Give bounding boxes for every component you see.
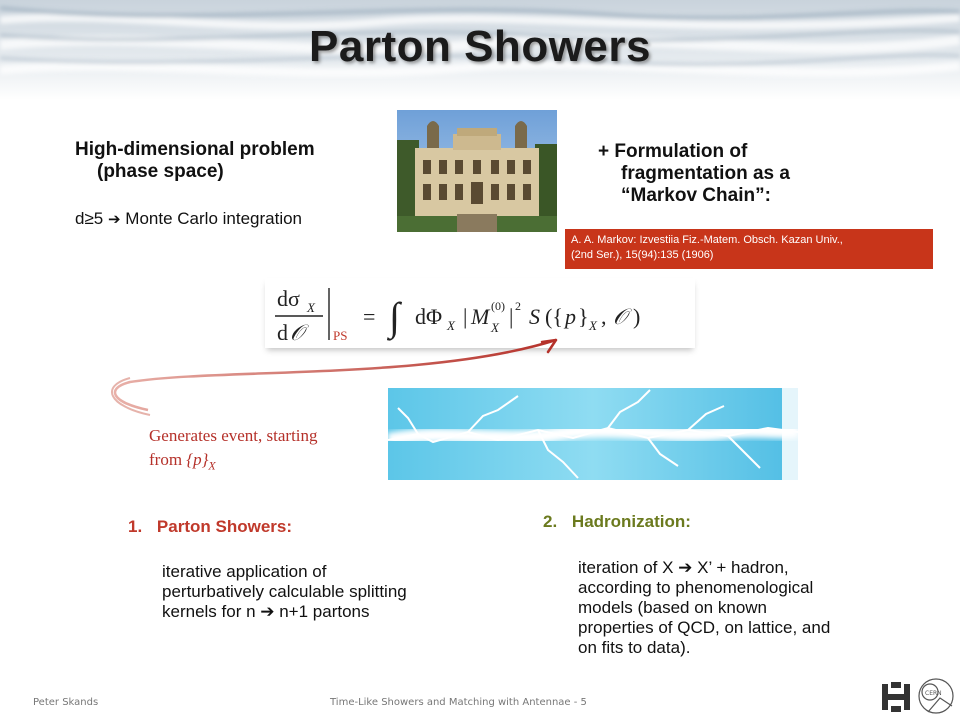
item2-body-line1: iteration of X ➔ X’ + hadron, bbox=[578, 558, 789, 577]
markov-reference bbox=[565, 229, 933, 269]
svg-text:d: d bbox=[277, 320, 288, 345]
cern-logo bbox=[916, 676, 956, 716]
svg-text:X: X bbox=[447, 318, 455, 333]
slide-title: Parton Showers bbox=[309, 22, 651, 71]
annotation-line1: Generates event, starting bbox=[149, 426, 318, 445]
item1-body-line3: kernels for n ➔ n+1 partons bbox=[162, 602, 370, 621]
svg-text:X: X bbox=[589, 318, 597, 333]
item2-body-line2: according to phenomenological bbox=[578, 578, 814, 597]
svg-text:|: | bbox=[463, 304, 468, 329]
right-heading-line3: “Markov Chain”: bbox=[621, 185, 771, 206]
svg-text:CERN: CERN bbox=[925, 690, 942, 697]
item2-body-line5: on fits to data). bbox=[578, 638, 691, 657]
svg-text:∫: ∫ bbox=[389, 294, 400, 339]
annotation-from: from bbox=[149, 450, 187, 469]
footer-title: Time-Like Showers and Matching with Antennae - 5 bbox=[330, 697, 587, 708]
right-heading-line2: fragmentation as a bbox=[621, 163, 790, 184]
svg-text:=: = bbox=[363, 304, 376, 329]
item1-number: 1. bbox=[128, 517, 143, 536]
item2-title: Hadronization: bbox=[571, 512, 691, 531]
item2-heading bbox=[543, 512, 691, 532]
fermilab-logo bbox=[878, 680, 914, 714]
svg-text:dσ: dσ bbox=[277, 286, 300, 311]
casino-photo bbox=[397, 110, 557, 232]
item2-body-line4: properties of QCD, on lattice, and bbox=[578, 618, 831, 637]
lightning-image bbox=[388, 388, 798, 480]
svg-text:dΦ: dΦ bbox=[415, 304, 443, 329]
svg-text:X: X bbox=[307, 300, 315, 315]
shower-formula bbox=[265, 278, 695, 348]
svg-text:,: , bbox=[601, 304, 607, 329]
svg-text:𝒪: 𝒪 bbox=[290, 320, 304, 345]
right-heading-line1: + Formulation of bbox=[598, 141, 748, 162]
right-arrow-icon: ➔ bbox=[107, 210, 121, 228]
formula-ps-label: PS bbox=[333, 328, 348, 343]
left-heading bbox=[75, 139, 315, 183]
right-heading bbox=[598, 141, 790, 207]
svg-text:(0): (0) bbox=[491, 299, 505, 313]
svg-text:𝒪: 𝒪 bbox=[613, 304, 627, 329]
svg-text:S: S bbox=[529, 304, 540, 329]
monte-carlo-text: Monte Carlo integration bbox=[125, 209, 303, 228]
annotation-math: {p} bbox=[186, 450, 209, 469]
generates-event-annotation bbox=[149, 424, 318, 477]
item2-body bbox=[578, 558, 830, 658]
annotation-line2 bbox=[149, 448, 318, 477]
item2-body-line3: models (based on known bbox=[578, 598, 768, 617]
reference-line2: (2nd Ser.), 15(94):135 (1906) bbox=[571, 249, 714, 261]
svg-text:M: M bbox=[471, 304, 490, 329]
svg-text:p: p bbox=[565, 304, 576, 329]
left-heading-line2: (phase space) bbox=[97, 161, 224, 182]
item1-body-line1: iterative application of bbox=[162, 562, 327, 581]
footer-author: Peter Skands bbox=[33, 697, 99, 708]
svg-text:2: 2 bbox=[515, 299, 521, 313]
item1-title: Parton Showers: bbox=[156, 517, 293, 536]
monte-carlo-line bbox=[75, 209, 302, 229]
svg-text:): ) bbox=[633, 304, 641, 329]
svg-text:|: | bbox=[509, 304, 514, 329]
annotation-sub: X bbox=[208, 458, 216, 473]
reference-line1: A. A. Markov: Izvestiia Fiz.-Matem. Obsch. Kazan Univ., bbox=[571, 234, 843, 246]
svg-text:}: } bbox=[578, 304, 589, 329]
left-heading-line1: High-dimensional problem bbox=[75, 139, 315, 160]
item1-body bbox=[162, 562, 407, 622]
item1-body-line2: perturbatively calculable splitting bbox=[162, 582, 407, 601]
svg-text:({: ({ bbox=[545, 304, 563, 329]
dimension-text: d≥5 bbox=[75, 209, 104, 228]
item1-heading bbox=[128, 517, 292, 537]
item2-number: 2. bbox=[543, 512, 558, 531]
svg-text:X: X bbox=[491, 320, 499, 335]
